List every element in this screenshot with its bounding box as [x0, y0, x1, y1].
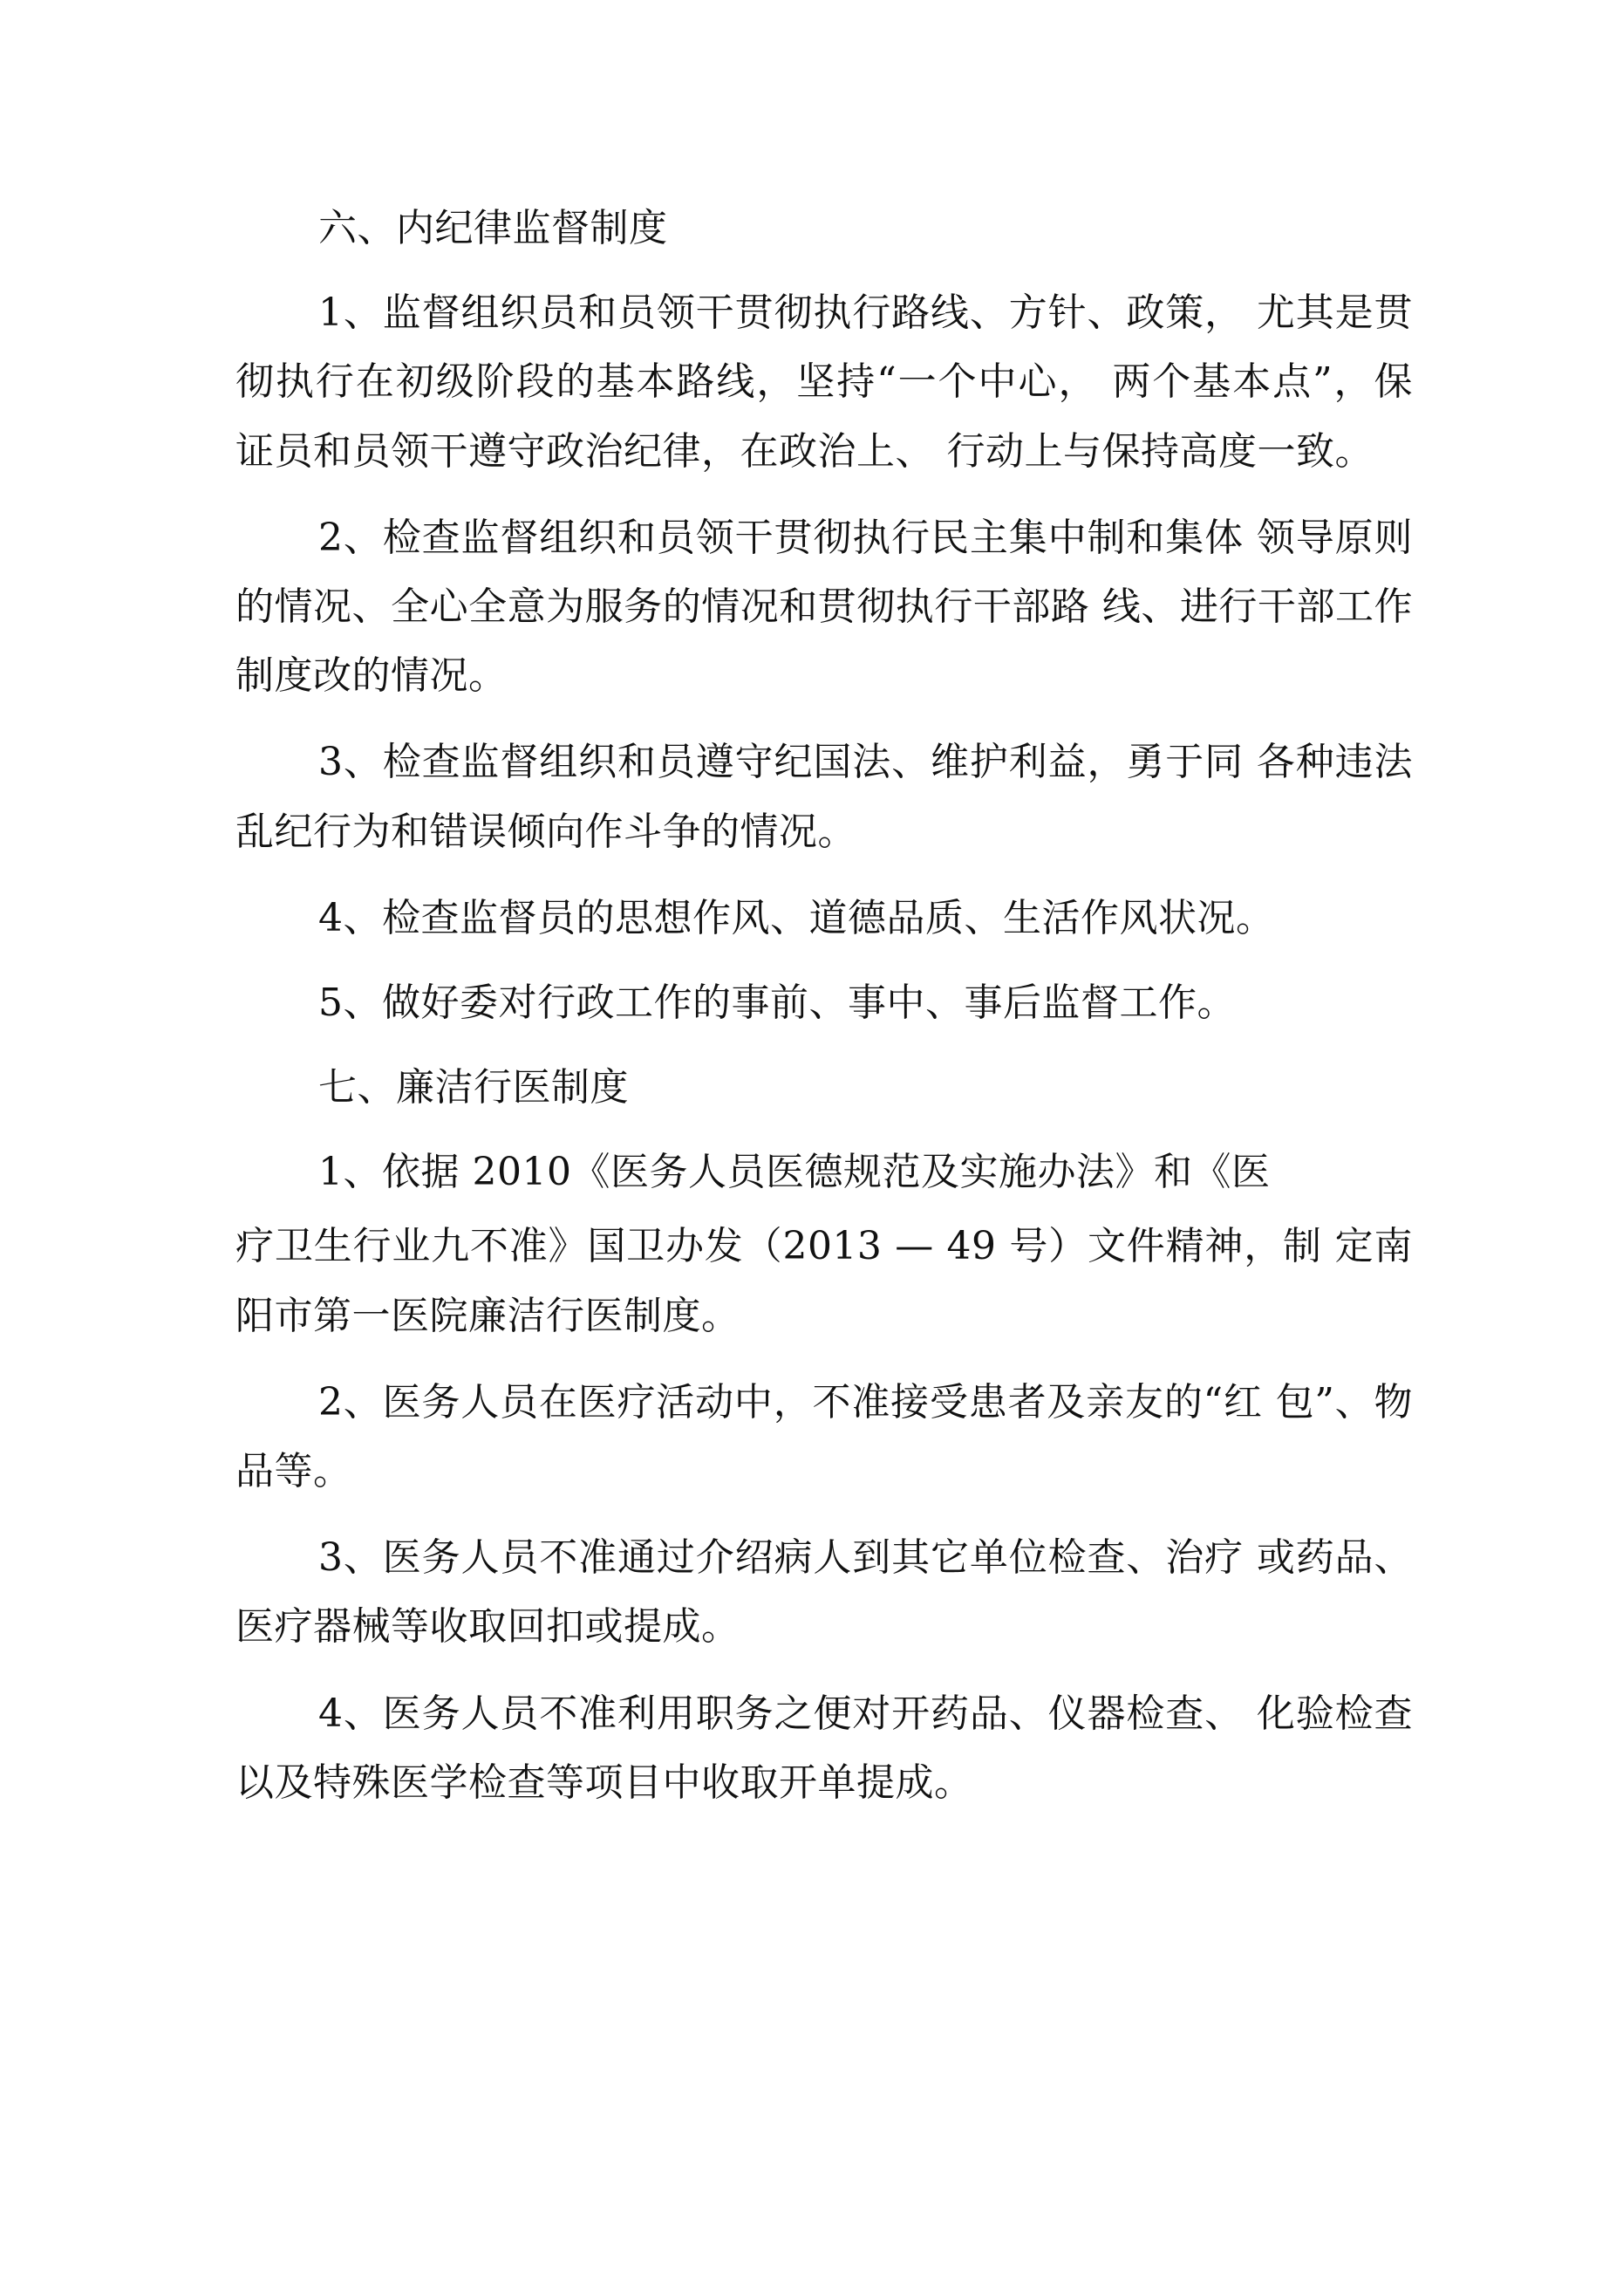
- paragraph-7-1-first-line: 1、依据 2010《医务人员医德规范及实施办法》和《医: [318, 1150, 1271, 1195]
- paragraph-6-3: 3、检查监督组织和员遵守纪国法、维护利益，勇于同 各种违法乱纪行为和错误倾向作斗争的情况。: [235, 740, 1413, 854]
- paragraph-6-5: 5、做好委对行政工作的事前、事中、事后监督工作。: [318, 980, 1236, 1025]
- document-body: [235, 194, 1413, 1835]
- paragraph-7-3: 3、医务人员不准通过介绍病人到其它单位检查、治疗 或药品、医疗器械等收取回扣或提成。: [235, 1535, 1413, 1650]
- paragraph-7-1-continuation: 疗卫生行业九不准》国卫办发（2013 — 49 号）文件精神，制 定南阳市第一医院廉洁行医制度。: [235, 1224, 1413, 1338]
- paragraph-6-2: 2、检查监督组织和员领干贯彻执行民主集中制和集体 领导原则的情况、全心全意为服务的情况和贯彻执行干部路 线、进行干部工作制度改的情况。: [235, 515, 1413, 699]
- paragraph-7-4: 4、医务人员不准利用职务之便对开药品、仪器检查、 化验检查以及特殊医学检查等项目中收取开单提成。: [235, 1691, 1413, 1805]
- paragraph-6-1: 1、监督组织员和员领干贯彻执行路线、方针、政策， 尤其是贯彻执行在初级阶段的基本路线，坚持“一个中心， 两个基本点”，保证员和员领干遵守政治纪律，在政治上、 行动上与保持高度一致。: [235, 290, 1413, 474]
- paragraph-6-4: 4、检查监督员的思想作风、道德品质、生活作风状况。: [318, 895, 1275, 940]
- paragraph-7-2: 2、医务人员在医疗活动中，不准接受患者及亲友的“红 包”、物品等。: [235, 1379, 1413, 1493]
- section-heading-6: 六、内纪律监督制度: [318, 206, 668, 250]
- section-heading-7: 七、廉洁行医制度: [318, 1065, 629, 1110]
